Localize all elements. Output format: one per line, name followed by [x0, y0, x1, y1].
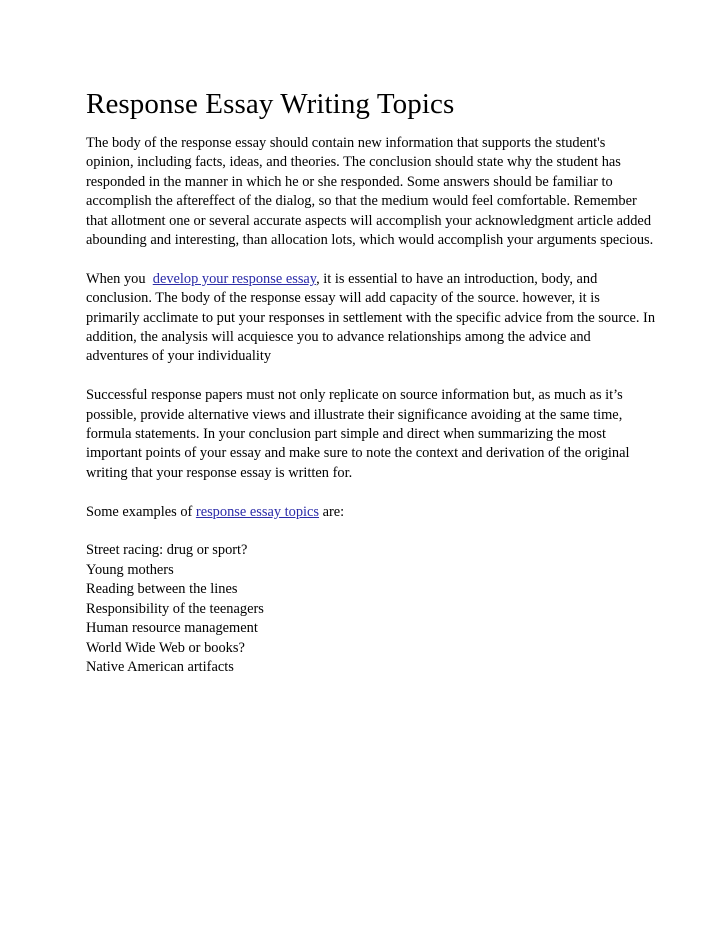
paragraph-2-lead: When you	[86, 270, 153, 287]
topic-item: Responsibility of the teenagers	[86, 600, 264, 617]
paragraph-4-rest: are:	[319, 503, 345, 520]
topics-list	[86, 541, 656, 677]
topic-item: Young mothers	[86, 561, 174, 578]
topic-item: World Wide Web or books?	[86, 639, 245, 656]
paragraph-4-lead: Some examples of	[86, 503, 196, 520]
topic-item: Street racing: drug or sport?	[86, 542, 248, 559]
paragraph-1: The body of the response essay should contain new information that supports the student's opinion, including facts, ideas, and theories. The conclusion should state why the student has responded in the manner in which he or she responded. Some answers should be familiar to accomplish the aftereffect of the dialog, so that the medium would feel comfortable. Remember that allotment one or several accurate aspects will accomplish your acknowledgment article added abounding and interesting, than allocation lots, which would accomplish your arguments specious.	[86, 135, 654, 249]
topic-item: Human resource management	[86, 620, 258, 637]
topic-item: Reading between the lines	[86, 581, 238, 598]
document-body	[86, 134, 656, 677]
paragraph-2	[86, 270, 656, 367]
page-title: Response Essay Writing Topics	[86, 88, 455, 120]
topic-item: Native American artifacts	[86, 658, 234, 675]
paragraph-3: Successful response papers must not only replicate on source information but, as much as it’s possible, provide alternative views and illustrate their significance avoiding at the same time, formula statements. In your conclusion part simple and direct when summarizing the most important points of your essay and make sure to note the context and derivation of the original writing that your response essay is written for.	[86, 387, 630, 481]
paragraph-2-rest: , it is essential to have an introduction, body, and conclusion. The body of the response essay will add capacity of the source. however, it is primarily acclimate to put your responses in settlement with the specific advice from the source. In addition, the analysis will acquiesce you to advance relationships among the advice and adventures of your individuality	[86, 270, 656, 365]
develop-response-essay-link[interactable]: develop your response essay	[152, 270, 317, 287]
paragraph-4	[86, 503, 656, 522]
response-essay-topics-link[interactable]: response essay topics	[195, 503, 319, 520]
